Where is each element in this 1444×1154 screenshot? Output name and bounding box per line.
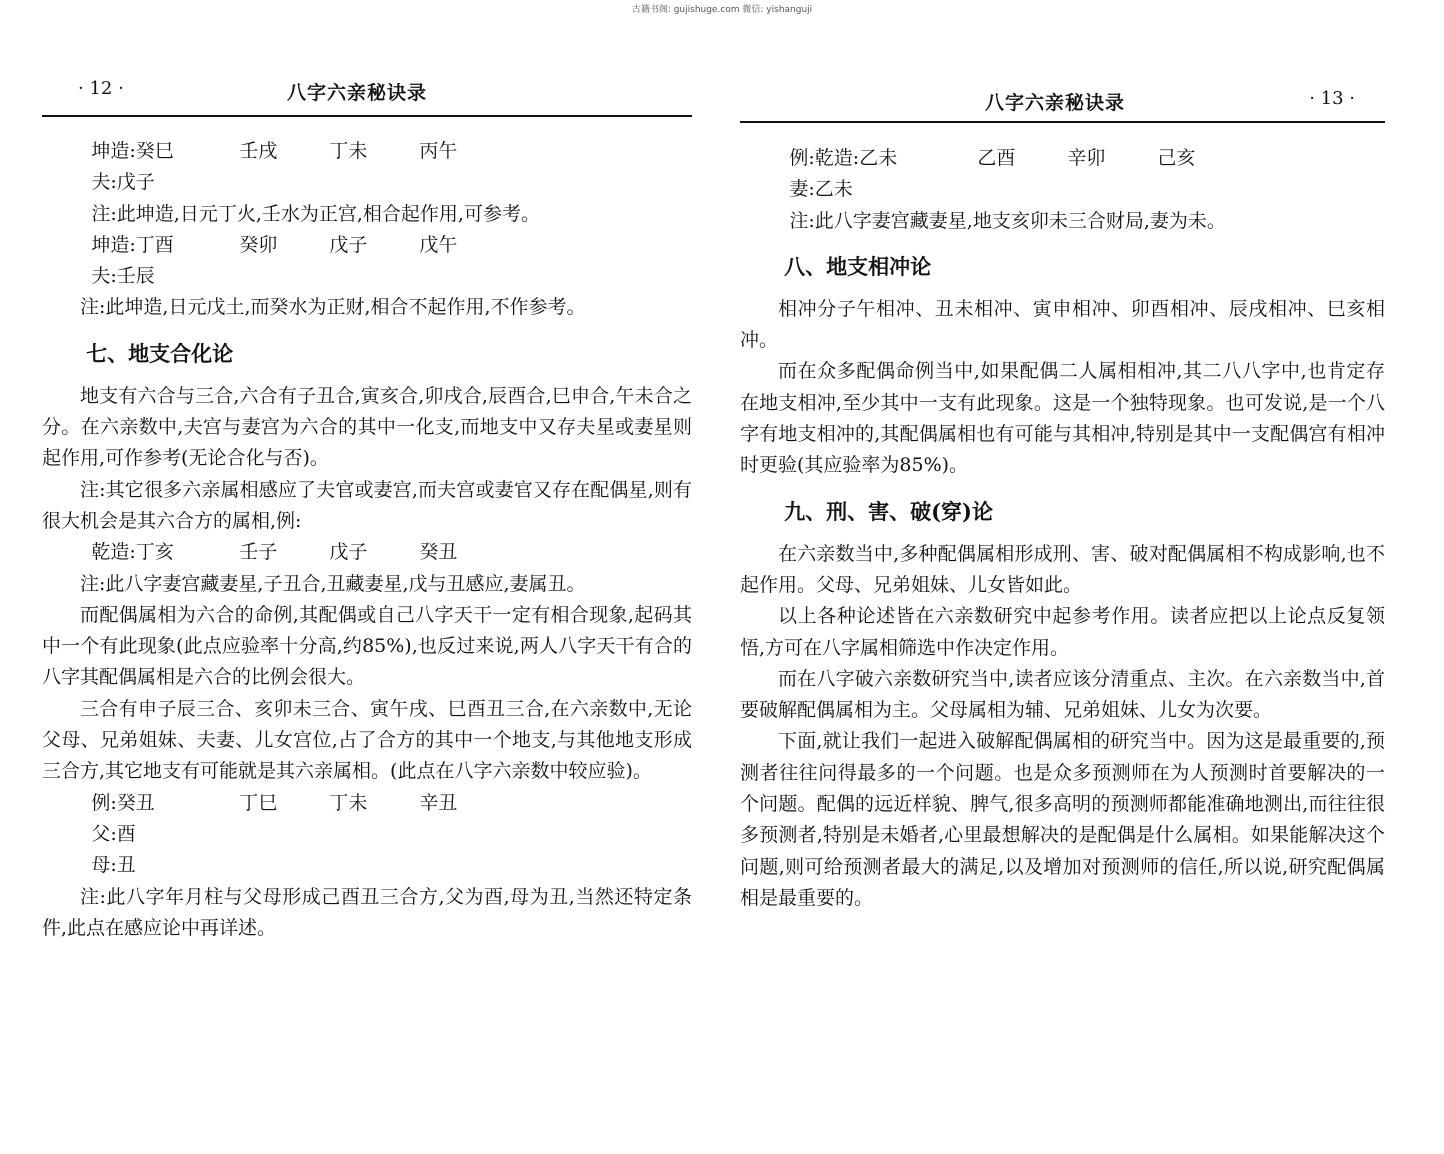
paragraph: 而配偶属相为六合的命例,其配偶或自己八字天干一定有相合现象,起码其中一个有此现象(此点应验率十分高,约85%),也反过来说,两人八字天干有合的八字其配偶属相是六合的比例会很大。 (42, 603, 692, 689)
page-number: · 12 · (78, 78, 124, 99)
bazi-pillar: 壬子 (239, 541, 278, 564)
left-page-header (42, 78, 692, 108)
right-page-header (740, 88, 1385, 118)
bazi-pillar: 癸丑 (419, 541, 458, 564)
bazi-pillar: 例:癸丑 (91, 791, 155, 814)
text-line: 母:丑 (91, 854, 136, 877)
paragraph: 注:此八字年月柱与父母形成己酉丑三合方,父为酉,母为丑,当然还特定条件,此点在感应论中再详述。 (42, 885, 692, 939)
bazi-chart-row (42, 230, 692, 261)
bazi-pillar: 坤造:丁酉 (91, 233, 174, 256)
bazi-pillar: 己亥 (1157, 147, 1196, 169)
bazi-pillar: 丙午 (419, 140, 458, 162)
bazi-pillar: 辛卯 (1067, 147, 1106, 169)
paragraph: 注:此坤造,日元戊土,而癸水为正财,相合不起作用,不作参考。 (80, 296, 586, 319)
left-page (42, 0, 692, 1154)
bazi-pillar: 癸卯 (239, 233, 278, 256)
section-heading: 七、地支合化论 (86, 340, 234, 366)
bazi-pillar: 乙酉 (977, 147, 1016, 169)
paragraph: 以上各种论述皆在六亲数研究中起参考作用。读者应把以上论点反复领悟,方可在八字属相筛选中作决定作用。 (740, 605, 1385, 659)
paragraph: 地支有六合与三合,六合有子丑合,寅亥合,卯戌合,辰酉合,巳申合,午未合之分。在六亲数中,夫宫与妻宫为六合的其中一化支,而地支中又存夫星或妻星则起作用,可作参考(无论合化与否)。 (42, 384, 692, 470)
paragraph: 下面,就让我们一起进入破解配偶属相的研究当中。因为这是最重要的,预测者往往问得最多的一个问题。也是众多预测师在为人预测时首要解决的一个问题。配偶的远近样貌、脾气,很多高明的预测师都能准确地测出,而往往很多预测者,特别是未婚者,心里最想解决的是配偶是什么属相。如果能解决这个问题,则可给预测者最大的满足,以及增加对预测师的信任,所以说,研究配偶属相是最重要的。 (740, 730, 1385, 909)
running-title: 八字六亲秘诀录 (985, 92, 1126, 114)
section-heading: 八、地支相冲论 (784, 253, 932, 279)
bazi-chart-row (740, 143, 1385, 174)
bazi-chart-row (42, 537, 692, 568)
paragraph: 而在众多配偶命例当中,如果配偶二人属相相冲,其二八八字中,也肯定存在地支相冲,至少其中一支有此现象。这是一个独特现象。也可发说,是一个八字有地支相冲的,其配偶属相也有可能与其相冲,特别是其中一支配偶宫有相冲时更验(其应验率为85%)。 (740, 360, 1385, 477)
text-line: 注:此坤造,日元丁火,壬水为正宫,相合起作用,可参考。 (91, 202, 540, 225)
text-line: 父:酉 (91, 822, 136, 845)
page-number: · 13 · (1309, 88, 1355, 109)
bazi-pillar: 例:乾造:乙未 (789, 147, 898, 169)
text-line: 注:此八字妻宫藏妻星,地支亥卯未三合财局,妻为未。 (789, 209, 1226, 232)
text-line: 妻:乙未 (789, 178, 853, 201)
paragraph: 三合有申子辰三合、亥卯未三合、寅午戌、巳酉丑三合,在六亲数中,无论父母、兄弟姐妹、夫妻、儿女宫位,占了合方的其中一个地支,与其他地支形成三合方,其它地支有可能就是其六亲属相。(此点在八字六亲数中较应验)。 (42, 697, 692, 783)
bazi-pillar: 乾造:丁亥 (91, 541, 174, 564)
bazi-pillar: 辛丑 (419, 791, 458, 814)
paragraph: 相冲分子午相冲、丑未相冲、寅申相冲、卯酉相冲、辰戌相冲、巳亥相冲。 (740, 297, 1385, 352)
bazi-chart-row (42, 788, 692, 819)
right-page-body (740, 143, 1385, 914)
text-line: 夫:戊子 (91, 171, 155, 194)
paragraph: 注:其它很多六亲属相感应了夫官或妻宫,而夫宫或妻官又存在配偶星,则有很大机会是其六合方的属相,例: (42, 478, 692, 532)
paragraph: 而在八字破六亲数研究当中,读者应该分清重点、主次。在六亲数当中,首要破解配偶属相为主。父母属相为辅、兄弟姐妹、儿女为次要。 (740, 667, 1385, 722)
paragraph: 在六亲数当中,多种配偶属相形成刑、害、破对配偶属相不构成影响,也不起作用。父母、兄弟姐妹、儿女皆如此。 (740, 542, 1385, 596)
bazi-pillar: 戊午 (419, 233, 458, 256)
bazi-pillar: 戊子 (329, 233, 368, 256)
header-rule (740, 121, 1385, 123)
paragraph: 注:此八字妻宫藏妻星,子丑合,丑藏妻星,戊与丑感应,妻属丑。 (80, 572, 586, 595)
bazi-pillar: 丁未 (329, 140, 368, 162)
section-heading: 九、刑、害、破(穿)论 (784, 498, 993, 524)
bazi-pillar: 丁巳 (239, 791, 278, 814)
left-page-body (42, 136, 692, 944)
bazi-chart-row (42, 136, 692, 167)
watermark: 古籍书阁: gujishuge.com 微信: yishanguji (631, 5, 813, 15)
text-line: 夫:壬辰 (91, 265, 155, 288)
bazi-pillar: 戊子 (329, 541, 368, 564)
bazi-pillar: 壬戌 (239, 140, 278, 162)
header-rule (42, 115, 692, 117)
right-page (740, 0, 1385, 1154)
bazi-pillar: 坤造:癸巳 (91, 140, 174, 162)
bazi-pillar: 丁未 (329, 791, 368, 814)
running-title: 八字六亲秘诀录 (287, 82, 428, 104)
